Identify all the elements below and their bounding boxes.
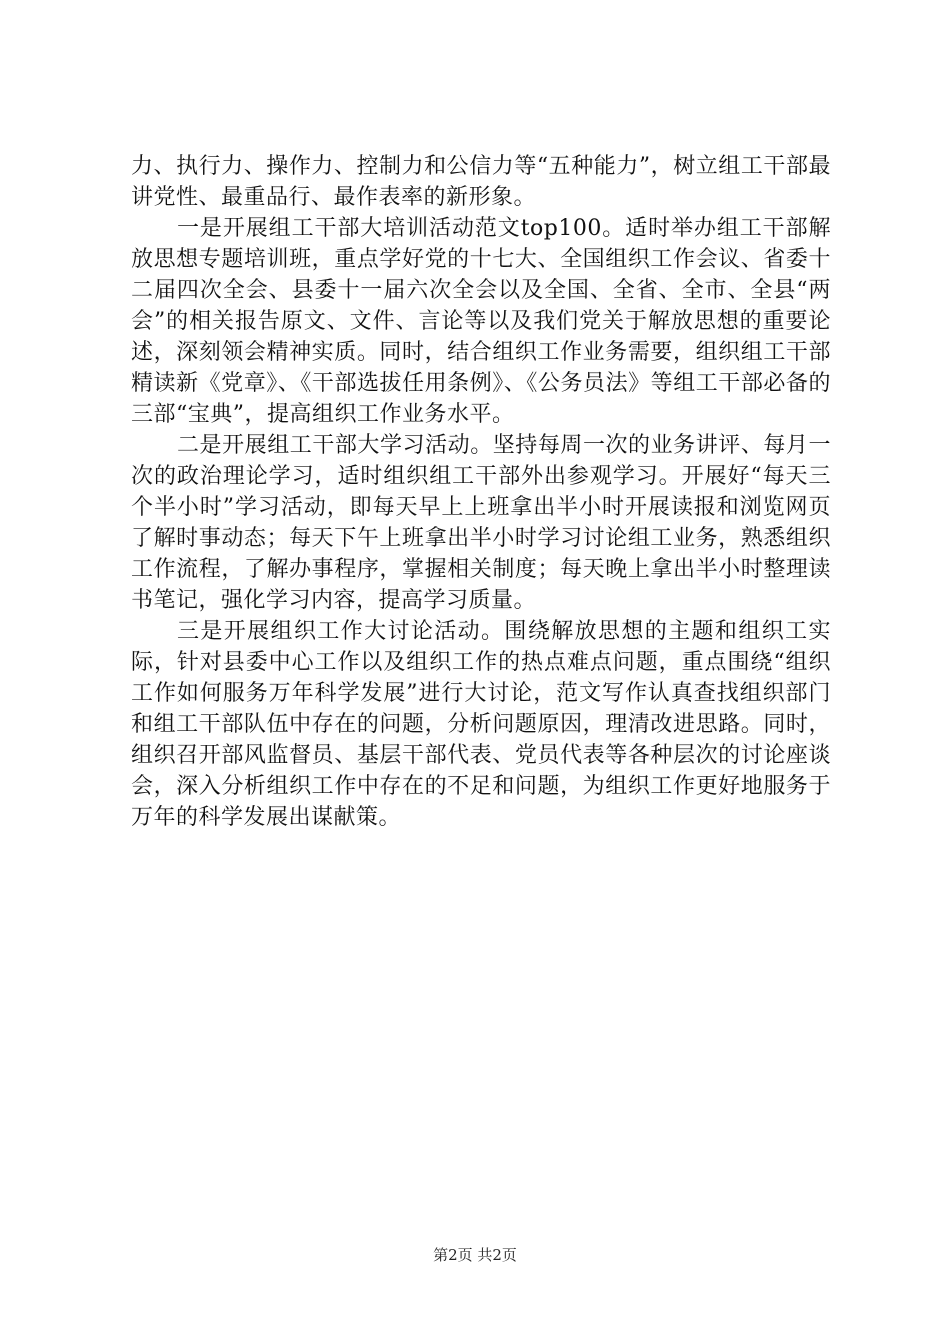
paragraph-training: 一是开展组工干部大培训活动范文top100。适时举办组工干部解放思想专题培训班，重点学好党的十七大、全国组织工作会议、省委十二届四次全会、县委十一届六次全会以及全国、全省、全市、全县“两会”的相关报告原文、文件、言论等以及我们党关于解放思想的重要论述，深刻领会精神实质。同时，结合组织工作业务需要，组织组工干部精读新《党章》、《干部选拔任用条例》、《公务员法》等组工干部必备的三部“宝典”，提高组织工作业务水平。: [131, 216, 831, 427]
document-body: [131, 151, 831, 833]
paragraph-discussion: 三是开展组织工作大讨论活动。围绕解放思想的主题和组织工实际，针对县委中心工作以及组织工作的热点难点问题，重点围绕“组织工作如何服务万年科学发展”进行大讨论，范文写作认真查找组织部门和组工干部队伍中存在的问题，分析问题原因，理清改进思路。同时，组织召开部风监督员、基层干部代表、党员代表等各种层次的讨论座谈会，深入分析组织工作中存在的不足和问题，为组织工作更好地服务于万年的科学发展出谋献策。: [131, 619, 831, 830]
paragraph-study: 二是开展组工干部大学习活动。坚持每周一次的业务讲评、每月一次的政治理论学习，适时组织组工干部外出参观学习。开展好“每天三个半小时”学习活动，即每天早上上班拿出半小时开展读报和浏览网页了解时事动态；每天下午上班拿出半小时学习讨论组工业务，熟悉组织工作流程，了解办事程序，掌握相关制度；每天晚上拿出半小时整理读书笔记，强化学习内容，提高学习质量。: [131, 433, 831, 613]
paragraph-continuation: 力、执行力、操作力、控制力和公信力等“五种能力”，树立组工干部最讲党性、最重品行、最作表率的新形象。: [131, 154, 831, 210]
page-footer: 第2页 共2页: [433, 1246, 517, 1264]
